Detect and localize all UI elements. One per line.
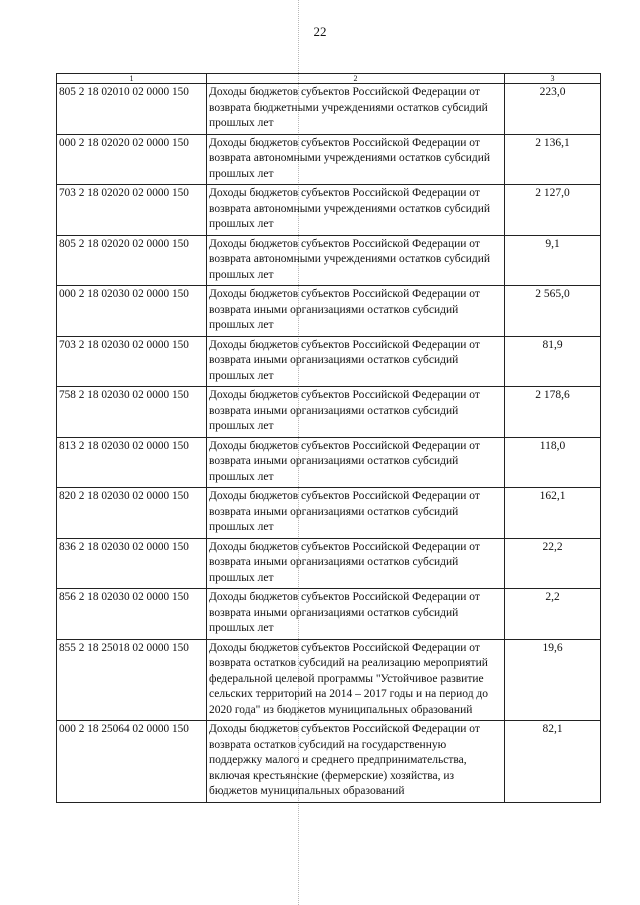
row-code-cell: 000 2 18 02020 02 0000 150 (57, 134, 207, 185)
row-amount-cell: 118,0 (505, 437, 601, 488)
row-amount-cell: 82,1 (505, 721, 601, 803)
row-code-cell: 836 2 18 02030 02 0000 150 (57, 538, 207, 589)
row-code-cell: 000 2 18 25064 02 0000 150 (57, 721, 207, 803)
table-row (57, 84, 601, 135)
table-row (57, 286, 601, 337)
row-amount-cell: 22,2 (505, 538, 601, 589)
row-amount-cell: 2 136,1 (505, 134, 601, 185)
column-header-description: 2 (207, 74, 505, 84)
table-header-row (57, 74, 601, 84)
row-description-cell: Доходы бюджетов субъектов Российской Федерации от возврата автономными учреждениями остатков субсидий прошлых лет (207, 185, 505, 236)
row-code-cell: 758 2 18 02030 02 0000 150 (57, 387, 207, 438)
row-amount-cell: 81,9 (505, 336, 601, 387)
table-row (57, 185, 601, 236)
row-code-cell: 703 2 18 02030 02 0000 150 (57, 336, 207, 387)
table-row (57, 235, 601, 286)
row-code-cell: 805 2 18 02010 02 0000 150 (57, 84, 207, 135)
row-description-cell: Доходы бюджетов субъектов Российской Федерации от возврата иными организациями остатков субсидий прошлых лет (207, 538, 505, 589)
table-row (57, 589, 601, 640)
table-row (57, 488, 601, 539)
row-description-cell: Доходы бюджетов субъектов Российской Федерации от возврата иными организациями остатков субсидий прошлых лет (207, 336, 505, 387)
row-amount-cell: 2 565,0 (505, 286, 601, 337)
row-description-cell: Доходы бюджетов субъектов Российской Федерации от возврата остатков субсидий на реализацию мероприятий федеральной целевой программы "Устойчивое развитие сельских территорий на 2014 – 2017 годы и на период до 2020 года" из бюджетов муниципальных образований (207, 639, 505, 721)
row-description-cell: Доходы бюджетов субъектов Российской Федерации от возврата иными организациями остатков субсидий прошлых лет (207, 387, 505, 438)
row-description-cell: Доходы бюджетов субъектов Российской Федерации от возврата автономными учреждениями остатков субсидий прошлых лет (207, 134, 505, 185)
row-amount-cell: 2,2 (505, 589, 601, 640)
row-amount-cell: 2 178,6 (505, 387, 601, 438)
table-row (57, 721, 601, 803)
row-amount-cell: 2 127,0 (505, 185, 601, 236)
column-header-amount: 3 (505, 74, 601, 84)
table-row (57, 639, 601, 721)
row-description-cell: Доходы бюджетов субъектов Российской Федерации от возврата иными организациями остатков субсидий прошлых лет (207, 488, 505, 539)
row-code-cell: 820 2 18 02030 02 0000 150 (57, 488, 207, 539)
column-header-code: 1 (57, 74, 207, 84)
row-code-cell: 856 2 18 02030 02 0000 150 (57, 589, 207, 640)
row-description-cell: Доходы бюджетов субъектов Российской Федерации от возврата автономными учреждениями остатков субсидий прошлых лет (207, 235, 505, 286)
table-row (57, 387, 601, 438)
row-description-cell: Доходы бюджетов субъектов Российской Федерации от возврата иными организациями остатков субсидий прошлых лет (207, 286, 505, 337)
row-description-cell: Доходы бюджетов субъектов Российской Федерации от возврата иными организациями остатков субсидий прошлых лет (207, 437, 505, 488)
row-amount-cell: 9,1 (505, 235, 601, 286)
row-code-cell: 703 2 18 02020 02 0000 150 (57, 185, 207, 236)
table-row (57, 538, 601, 589)
row-code-cell: 813 2 18 02030 02 0000 150 (57, 437, 207, 488)
row-description-cell: Доходы бюджетов субъектов Российской Федерации от возврата остатков субсидий на государственную поддержку малого и среднего предпринимательства, включая крестьянские (фермерские) хозяйства, из бюджетов муниципальных образований (207, 721, 505, 803)
row-code-cell: 855 2 18 25018 02 0000 150 (57, 639, 207, 721)
row-code-cell: 000 2 18 02030 02 0000 150 (57, 286, 207, 337)
row-code-cell: 805 2 18 02020 02 0000 150 (57, 235, 207, 286)
table-row (57, 134, 601, 185)
budget-revenue-table (56, 73, 601, 803)
row-amount-cell: 19,6 (505, 639, 601, 721)
row-description-cell: Доходы бюджетов субъектов Российской Федерации от возврата иными организациями остатков субсидий прошлых лет (207, 589, 505, 640)
table-row (57, 336, 601, 387)
row-amount-cell: 223,0 (505, 84, 601, 135)
row-amount-cell: 162,1 (505, 488, 601, 539)
page-number: 22 (313, 24, 327, 39)
row-description-cell: Доходы бюджетов субъектов Российской Федерации от возврата бюджетными учреждениями остатков субсидий прошлых лет (207, 84, 505, 135)
table-row (57, 437, 601, 488)
